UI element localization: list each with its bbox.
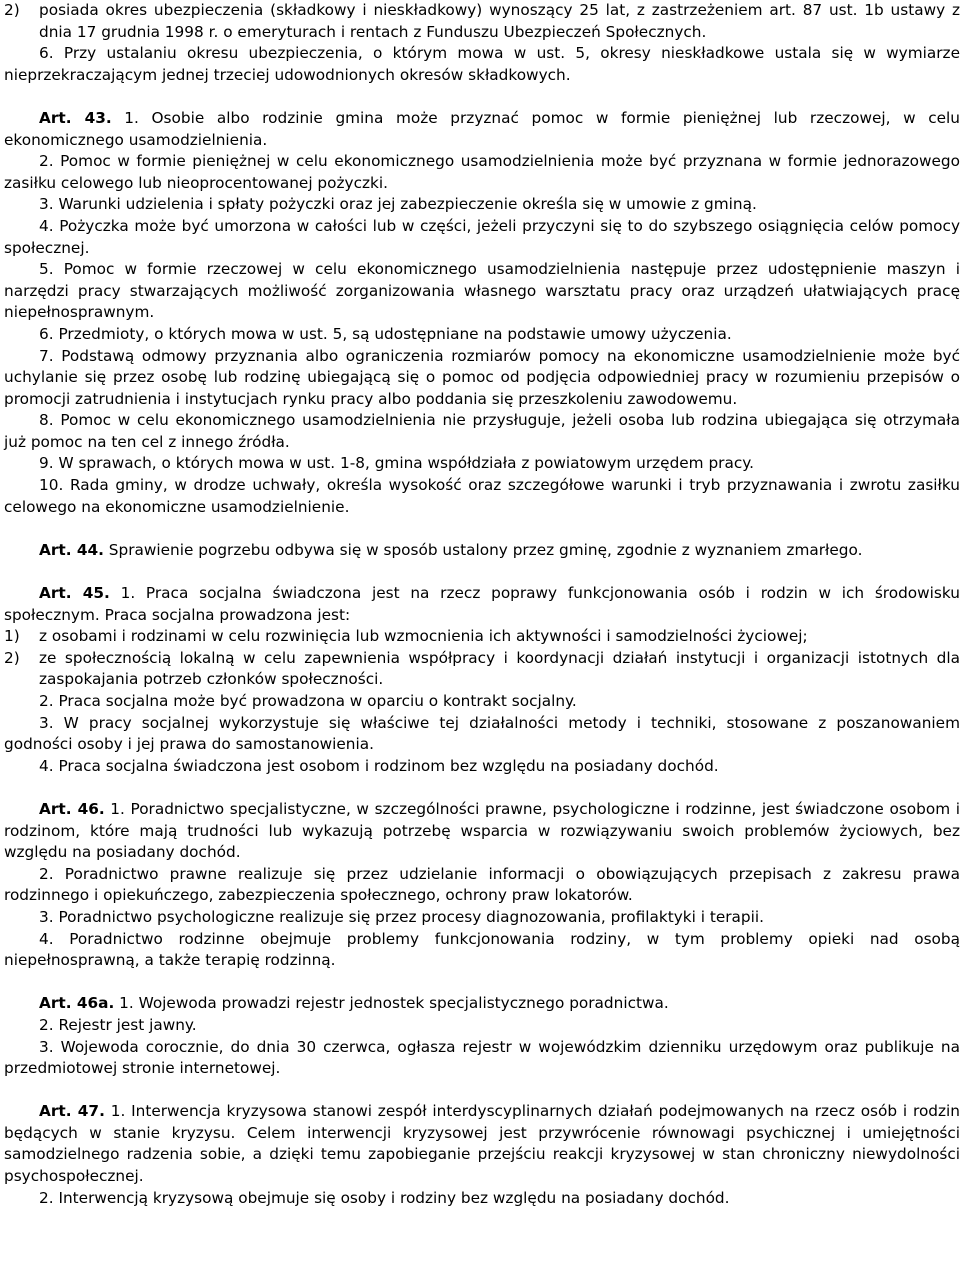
paragraph [4, 346, 960, 411]
paragraph-text: 1. Interwencja kryzysowa stanowi zespół interdyscyplinarnych działań podejmowanych na rzecz osób i rodzin będących w stanie kryzysu. Celem interwencji kryzysowej jest przywrócenie równowagi psychicznej i umiejętności samodzielnego radzenia sobie, a dzięki temu zapobieganie przejściu reakcji kryzysowej w stan chroniczny niewydolności psychospołecznej. [4, 1102, 960, 1186]
paragraph-text: 4. Pożyczka może być umorzona w całości lub w części, jeżeli przyczyni się to do szybszego osiągnięcia celów pomocy społecznej. [4, 216, 960, 257]
article-paragraph [4, 108, 960, 151]
paragraph-spacer [4, 86, 960, 108]
paragraph-text: 2. Interwencją kryzysową obejmuje się osoby i rodziny bez względu na posiadany dochód. [39, 1188, 730, 1207]
list-item-text: z osobami i rodzinami w celu rozwinięcia lub wzmocnienia ich aktywności i samodzielności życiowej; [39, 627, 808, 646]
paragraph-text: 4. Poradnictwo rodzinne obejmuje problemy funkcjonowania rodziny, w tym problemy opieki nad osobą niepełnosprawną, a także terapię rodzinną. [4, 929, 960, 970]
paragraph [4, 324, 960, 346]
paragraph [4, 216, 960, 259]
paragraph [4, 1037, 960, 1080]
list-item [4, 626, 960, 648]
paragraph-text: 7. Podstawą odmowy przyznania albo ograniczenia rozmiarów pomocy na ekonomiczne usamodzielnienie może być uchylanie się przez osobę lub rodzinę ubiegającą się o pomoc od podjęcia odpowiedniej pracy w rozumieniu przepisów o promocji zatrudnienia i instytucjach rynku pracy albo poddania się przeszkoleniu zawodowemu. [4, 346, 960, 408]
article-number: Art. 44. [39, 540, 104, 559]
paragraph-text: 4. Praca socjalna świadczona jest osobom i rodzinom bez względu na posiadany dochód. [39, 756, 719, 775]
article-paragraph [4, 993, 960, 1015]
paragraph [4, 713, 960, 756]
paragraph-text: 5. Pomoc w formie rzeczowej w celu ekonomicznego usamodzielnienia następuje przez udostępnienie maszyn i narzędzi pracy stwarzających możliwość zorganizowania własnego warsztatu pracy oraz urządzeń ułatwiających pracę niepełnosprawnym. [4, 260, 960, 322]
article-number: Art. 46. [39, 799, 105, 818]
paragraph-text: 1. Poradnictwo specjalistyczne, w szczególności prawne, psychologiczne i rodzinne, jest świadczone osobom i rodzinom, które mają trudności lub wykazują potrzebę wsparcia w rozwiązywaniu swoich problemów życiowych, bez względu na posiadany dochód. [4, 799, 960, 862]
paragraph-text: 2. Pomoc w formie pieniężnej w celu ekonomicznego usamodzielnienia może być przyznana w formie jednorazowego zasiłku celowego lub nieoprocentowanej pożyczki. [4, 152, 960, 192]
list-item-text: posiada okres ubezpieczenia (składkowy i nieskładkowy) wynoszący 25 lat, z zastrzeżeniem art. 87 ust. 1b ustawy z dnia 17 grudnia 1998 r. o emeryturach i rentach z Funduszu Ubezpieczeń Społecznych. [39, 1, 960, 41]
paragraph [4, 410, 960, 453]
article-number: Art. 43. [39, 108, 112, 127]
paragraph-text: 9. W sprawach, o których mowa w ust. 1-8, gmina współdziała z powiatowym urzędem pracy. [39, 454, 754, 473]
paragraph [4, 259, 960, 324]
article-number: Art. 47. [39, 1102, 105, 1121]
article-number: Art. 46a. [39, 994, 115, 1013]
list-item-number: 2) [4, 648, 20, 667]
paragraph [4, 475, 960, 518]
list-item-number: 2) [4, 1, 20, 19]
paragraph-spacer [4, 1080, 960, 1102]
paragraph-text: 1. Praca socjalna świadczona jest na rzecz poprawy funkcjonowania osób i rodzin w ich środowisku społecznym. Praca socjalna prowadzona jest: [4, 584, 960, 624]
article-paragraph [4, 799, 960, 864]
paragraph-text: 6. Przy ustalaniu okresu ubezpieczenia, o którym mowa w ust. 5, okresy nieskładkowe ustala się w wymiarze nieprzekraczającym jednej trzeciej udowodnionych okresów składkowych. [4, 44, 960, 84]
list-item-number: 1) [4, 627, 20, 646]
paragraph-text: 2. Rejestr jest jawny. [39, 1015, 197, 1034]
paragraph [4, 43, 960, 86]
paragraph-spacer [4, 518, 960, 540]
paragraph-spacer [4, 777, 960, 799]
paragraph [4, 864, 960, 907]
paragraph [4, 453, 960, 475]
paragraph-text: Sprawienie pogrzebu odbywa się w sposób ustalony przez gminę, zgodnie z wyznaniem zmarłego. [103, 540, 863, 559]
paragraph-text: 1. Osobie albo rodzinie gmina może przyznać pomoc w formie pieniężnej lub rzeczowej, w celu ekonomicznego usamodzielnienia. [4, 108, 960, 149]
paragraph-text: 2. Poradnictwo prawne realizuje się przez udzielanie informacji o obowiązujących przepisach z zakresu prawa rodzinnego i opiekuńczego, zabezpieczenia społecznego, ochrony praw lokatorów. [4, 864, 960, 905]
paragraph-text: 3. W pracy socjalnej wykorzystuje się właściwe tej działalności metody i techniki, stosowane z poszanowaniem godności osoby i jej prawa do samostanowienia. [4, 713, 960, 754]
paragraph-spacer [4, 972, 960, 994]
paragraph-text: 1. Wojewoda prowadzi rejestr jednostek specjalistycznego poradnictwa. [114, 994, 669, 1013]
article-paragraph [4, 583, 960, 626]
paragraph-text: 8. Pomoc w celu ekonomicznego usamodzielnienia nie przysługuje, jeżeli osoba lub rodzina ubiegająca się otrzymała już pomoc na ten cel z innego źródła. [4, 411, 960, 451]
paragraph [4, 691, 960, 713]
paragraph [4, 1188, 960, 1210]
paragraph-text: 2. Praca socjalna może być prowadzona w oparciu o kontrakt socjalny. [39, 692, 577, 710]
paragraph [4, 907, 960, 929]
list-item-text: ze społecznością lokalną w celu zapewnienia współpracy i koordynacji działań instytucji i organizacji istotnych dla zaspokajania potrzeb członków społeczności. [39, 648, 960, 689]
list-item [4, 648, 960, 691]
article-paragraph [4, 1101, 960, 1187]
paragraph-text: 10. Rada gminy, w drodze uchwały, określa wysokość oraz szczegółowe warunki i tryb przyznawania i zwrotu zasiłku celowego na ekonomiczne usamodzielnienie. [4, 476, 960, 516]
paragraph [4, 1015, 960, 1037]
paragraph-text: 3. Poradnictwo psychologiczne realizuje się przez procesy diagnozowania, profilaktyki i terapii. [39, 907, 764, 926]
paragraph [4, 929, 960, 972]
paragraph-text: 6. Przedmioty, o których mowa w ust. 5, są udostępniane na podstawie umowy użyczenia. [39, 324, 732, 343]
paragraph-spacer [4, 561, 960, 583]
paragraph-text: 3. Wojewoda corocznie, do dnia 30 czerwca, ogłasza rejestr w wojewódzkim dzienniku urzędowym oraz publikuje na przedmiotowej stronie internetowej. [4, 1037, 960, 1078]
list-item [4, 0, 960, 43]
article-number: Art. 45. [39, 584, 110, 603]
paragraph-text: 3. Warunki udzielenia i spłaty pożyczki oraz jej zabezpieczenie określa się w umowie z gminą. [39, 195, 757, 214]
paragraph [4, 194, 960, 216]
article-paragraph [4, 540, 960, 562]
paragraph [4, 756, 960, 778]
paragraph [4, 151, 960, 194]
